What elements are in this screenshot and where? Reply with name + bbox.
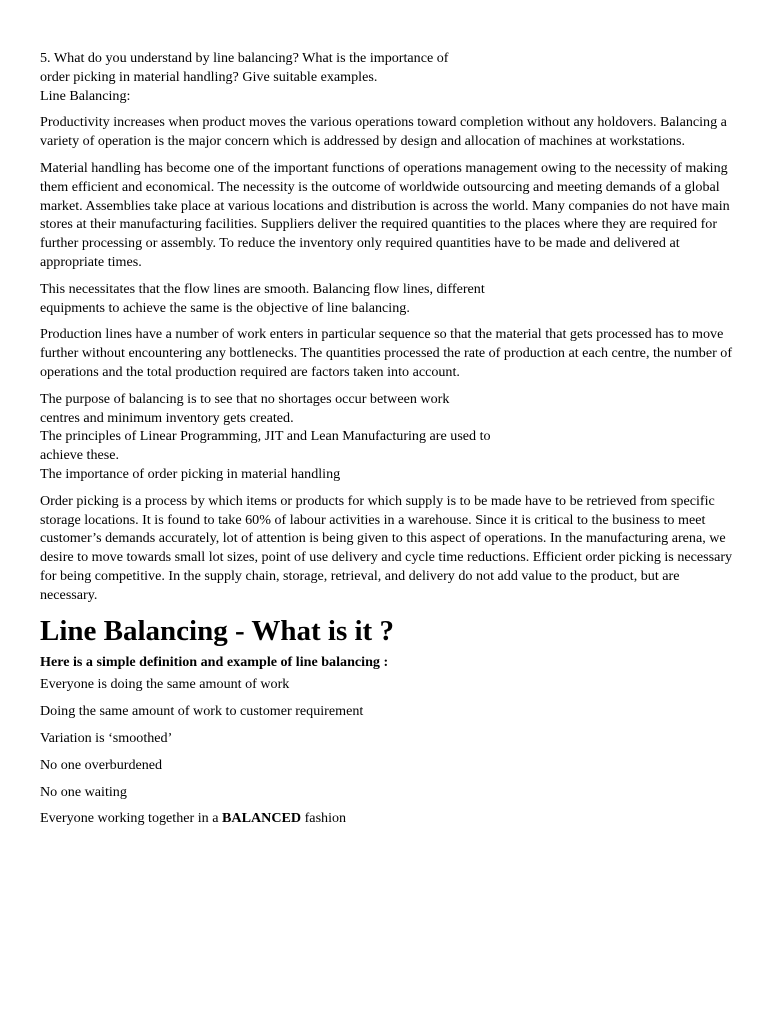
list-item: No one waiting <box>40 783 127 800</box>
list-item: Everyone is doing the same amount of work <box>40 676 290 693</box>
flow-lines-line-1: This necessitates that the flow lines are smooth. Balancing flow lines, different <box>40 280 485 297</box>
balanced-suffix: fashion <box>301 810 347 827</box>
paragraph-material-handling: Material handling has become one of the important functions of operations management owing to the necessity of making them efficient and economical. The necessity is the outcome of worldwide outsourcing and meeting demands of a global market. Assemblies take place at various locations and distribution is across the world. Many companies do not have main stores at their manufacturing facilities. Suppliers deliver the required quantities to the places where they are required for further processing or assembly. To reduce the inventory only required quantities have to be made and delivered at appropriate times. <box>40 159 730 270</box>
purpose-line-1: The purpose of balancing is to see that no shortages occur between work <box>40 390 450 407</box>
paragraph-purpose <box>40 390 738 484</box>
question-block <box>40 49 738 105</box>
paragraph-productivity: Productivity increases when product moves the various operations toward completion without any holdovers. Balancing a variety of operation is the major concern which is addressed by design and allocation of machines at workstations. <box>40 114 727 150</box>
section-title: Line Balancing - What is it ? <box>40 614 394 647</box>
section-subhead: Here is a simple definition and example of line balancing : <box>40 653 389 670</box>
paragraph-flow-lines <box>40 280 738 318</box>
question-line-2: order picking in material handling? Give suitable examples. <box>40 68 378 85</box>
order-picking-heading: The importance of order picking in material handling <box>40 465 341 482</box>
balanced-prefix: Everyone working together in a <box>40 810 222 827</box>
purpose-line-3: The principles of Linear Programming, JIT and Lean Manufacturing are used to <box>40 428 491 445</box>
flow-lines-line-2: equipments to achieve the same is the objective of line balancing. <box>40 299 410 316</box>
list-item: Variation is ‘smoothed’ <box>40 729 173 746</box>
definition-list <box>40 675 738 828</box>
paragraph-order-picking: Order picking is a process by which items or products for which supply is to be made have to be retrieved from specific storage locations. It is found to take 60% of labour activities in a warehouse. Since it is critical to the business to meet customer’s demands accurately, lot of attention is being given to this aspect of operations. In the manufacturing arena, we desire to move towards small lot sizes, point of use delivery and cycle time reductions. Efficient order picking is necessary for being competitive. In the supply chain, storage, retrieval, and delivery do not add value to the product, but are necessary. <box>40 492 733 603</box>
list-item: Doing the same amount of work to customer requirement <box>40 703 364 720</box>
list-item-balanced <box>40 809 738 828</box>
question-line-1: 5. What do you understand by line balancing? What is the importance of <box>40 50 449 66</box>
line-balancing-heading: Line Balancing: <box>40 87 131 104</box>
list-item: No one overburdened <box>40 756 163 773</box>
paragraph-production-lines: Production lines have a number of work enters in particular sequence so that the material that gets processed has to move further without encountering any bottlenecks. The quantities processed the rate of production at each centre, the number of operations and the total production required are factors taken into account. <box>40 326 733 380</box>
purpose-line-4: achieve these. <box>40 447 120 464</box>
balanced-emphasis: BALANCED <box>222 810 302 827</box>
purpose-line-2: centres and minimum inventory gets created. <box>40 409 294 426</box>
